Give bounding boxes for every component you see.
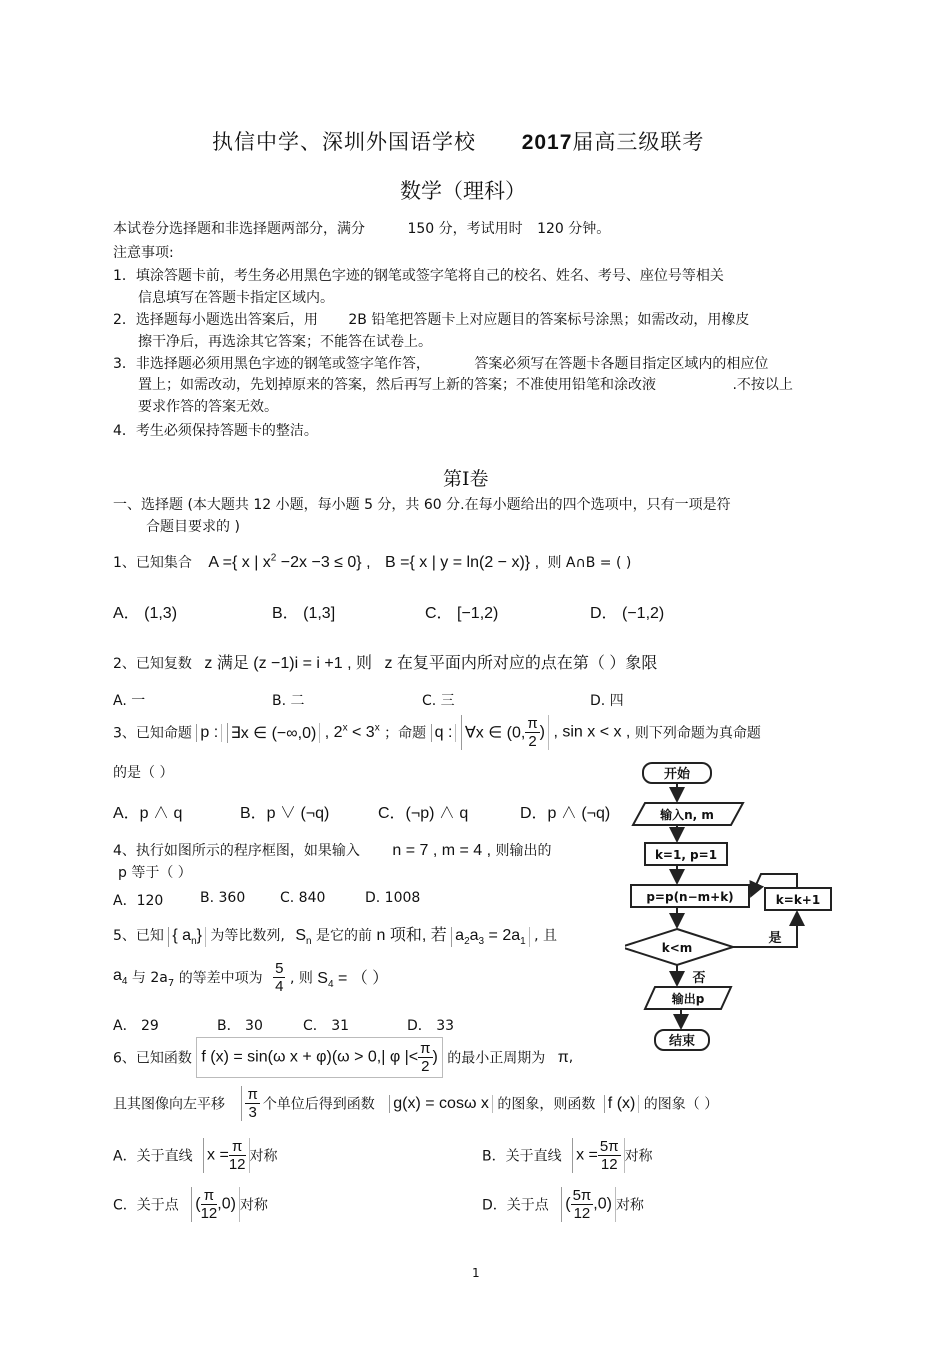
q3-q: q : [431, 724, 457, 742]
q3-sin: , sin x < x , [553, 723, 631, 741]
notice-2 [113, 309, 749, 329]
notice-3-line2 [138, 374, 793, 394]
question-6-line2 [113, 1086, 718, 1121]
flow-start-label: 开始 [663, 767, 691, 782]
q6-d-tail: 对称 [615, 1197, 644, 1214]
q1-lead: 1、已知集合 [113, 555, 192, 571]
q5-seq-sub: n [191, 936, 197, 948]
q6-a-den: 12 [228, 1156, 246, 1173]
notice-2a: 2．选择题每小题选出答案后，用 [113, 312, 318, 328]
q6-two: 2 [421, 1058, 430, 1075]
q1-ask: 则 A∩B = ( ) [547, 555, 632, 571]
q6-close: ) [432, 1048, 438, 1066]
q6-c-open: ( [195, 1195, 201, 1213]
q6-d-frac [571, 1187, 594, 1222]
q6-a-tail: 对称 [249, 1148, 278, 1165]
q5-option-a[interactable]: A． 29 [113, 1018, 159, 1034]
q5-sequence [168, 927, 206, 947]
q6-shift-pi: π [247, 1086, 258, 1103]
q4-option-d[interactable]: D. 1008 [365, 890, 421, 906]
q5-a4 [113, 967, 128, 988]
q5-a7-base: 与 2a [131, 969, 168, 986]
q2-option-d[interactable]: D. 四 [590, 693, 624, 709]
notice-2c: 擦干净后，再选涂其它答案；不能答在试卷上。 [138, 334, 432, 350]
q1-set-a [208, 554, 370, 571]
q1-set-b: B ={ x | y = ln(2 − x)} , [385, 554, 540, 571]
section-heading: 一、选择题 (本大题共 12 小题，每小题 5 分，共 60 分.在每小题给出的四个选项中，只有一项是符 [113, 497, 731, 513]
q6-b-x: x = [576, 1146, 598, 1164]
q6-shift-three: 3 [248, 1104, 257, 1121]
q5-a7-sub: 7 [167, 977, 175, 989]
notice-3 [113, 353, 768, 373]
q2-equation: z 满足 (z −1)i = i +1 , 则 [204, 655, 372, 672]
q3-lead: 3、已知命题 [113, 725, 192, 742]
q6-b-lead: B．关于直线 [482, 1148, 562, 1165]
q6-period-text: 的最小正周期为 [447, 1050, 546, 1067]
q3-ask-2: 的是（ ） [113, 765, 174, 781]
q3-q-interval: ∀x ∈ (0, [464, 724, 526, 742]
q6-period: π [557, 1048, 569, 1066]
q6-b-num: 5π [599, 1138, 619, 1155]
title-exam: 届高三级联考 [572, 130, 705, 154]
q5-a2-sub: 2 [464, 936, 470, 948]
intro-line [113, 218, 610, 238]
q1-option-c[interactable]: C． [−1,2) [425, 605, 499, 622]
q4-ask-2: p 等于（ ） [118, 865, 192, 881]
q6-function-body: f (x) = sin(ω x + φ)(ω > 0,| φ |< [201, 1048, 419, 1066]
notice-1b: 信息填写在答题卡指定区域内。 [138, 290, 334, 306]
q5-s: S [295, 927, 306, 944]
q6-c-tail: 对称 [239, 1197, 268, 1214]
q3-two: 2 [528, 733, 537, 750]
q6-fx: f (x) [604, 1095, 640, 1113]
q3-option-c[interactable]: C．(¬p) ∧ q [378, 805, 469, 822]
q5-a2: a [455, 927, 465, 944]
q5-a7 [131, 969, 175, 989]
q5-lead: 5、已知 [113, 928, 164, 944]
q4-inputs: n = 7 , m = 4 , [392, 842, 492, 859]
q6-d-num: 5π [572, 1187, 592, 1204]
question-2 [113, 650, 657, 673]
q5-den: 4 [275, 978, 284, 995]
q5-geometric: 为等比数列, [210, 928, 285, 944]
q3-option-a[interactable]: A．p ∧ q [113, 805, 183, 822]
q5-a1-sub: 1 [520, 936, 526, 948]
q5-middle: 的等差中项为 [178, 970, 263, 987]
q2-lead: 2、已知复数 [113, 656, 192, 672]
q6-d-open: ( [565, 1195, 571, 1213]
notice-2b: 2B 铅笔把答题卡上对应题目的答案标号涂黑；如需改动，用橡皮 [348, 312, 750, 328]
notice-3e: 要求作答的答案无效。 [138, 399, 278, 415]
q3-ask: 则下列命题为真命题 [634, 725, 761, 742]
q5-a4-sub: 4 [121, 976, 128, 988]
q6-c-den: 12 [200, 1205, 218, 1222]
q3-base2: , 2 [324, 724, 343, 742]
q1-option-d[interactable]: D． (−1,2) [590, 605, 665, 622]
q6-option-c[interactable] [113, 1187, 268, 1222]
notice-3c: 置上；如需改动，先划掉原来的答案，然后再写上新的答案；不准使用铅笔和涂改液 [138, 377, 656, 393]
q6-d-lead: D．关于点 [482, 1197, 549, 1214]
q5-seq-open: { a [172, 927, 192, 944]
q6-b-frac [598, 1138, 621, 1173]
q2-option-c[interactable]: C. 三 [422, 693, 455, 709]
flow-yes-label: 是 [768, 931, 782, 946]
q6-fraction [418, 1040, 432, 1075]
intro-score: 150 分，考试用时 [407, 221, 523, 237]
title-school: 执信中学、深圳外国语学校 [212, 130, 476, 154]
q6-option-a[interactable] [113, 1138, 278, 1173]
q5-seq-close: } [196, 927, 202, 944]
q5-option-d[interactable]: D． 33 [407, 1018, 455, 1034]
q3-fraction [525, 715, 539, 750]
q5-a3: a [469, 927, 479, 944]
q5-a3-sub: 3 [478, 936, 485, 948]
flowchart [625, 758, 845, 1058]
intro-time: 120 分钟。 [537, 221, 611, 237]
notice-4: 4．考生必须保持答题卡的整洁。 [113, 423, 318, 439]
q6-c-num: π [201, 1187, 218, 1205]
q3-option-d[interactable]: D．p ∧ (¬q) [520, 805, 611, 822]
q2-option-b[interactable]: B. 二 [272, 693, 305, 709]
q6-d-close: ,0) [593, 1195, 612, 1213]
q5-ask: = （ ） [333, 969, 389, 987]
flow-init-label: k=1, p=1 [654, 848, 718, 862]
q3-option-b[interactable]: B．p ∨ (¬q) [240, 805, 330, 822]
q3-q-body [461, 715, 549, 750]
q6-d-math [561, 1187, 616, 1222]
q6-c-math [191, 1187, 240, 1222]
q3-base3: < 3 [347, 724, 375, 742]
section-title: 第Ⅰ卷 [443, 468, 489, 490]
question-5 [113, 922, 557, 947]
question-1 [113, 552, 631, 572]
q4-ask: 则输出的 [495, 843, 552, 859]
exam-title [212, 126, 704, 156]
flow-calc-label: p=p(n−m+k) [646, 890, 734, 904]
q6-c-lead: C．关于点 [113, 1197, 179, 1214]
title-year: 2017 [521, 131, 573, 154]
flow-output-label: 输出p [671, 992, 705, 1006]
q6-shift: 且其图像向左平移 [113, 1096, 225, 1113]
flow-cond-label: k<m [661, 941, 693, 955]
exam-subtitle: 数学（理科） [400, 179, 526, 203]
flow-input-label: 输入n, m [660, 808, 714, 822]
section-heading-2: 合题目要求的 ) [146, 519, 240, 535]
question-3 [113, 715, 761, 750]
question-4 [113, 840, 552, 860]
intro-text: 本试卷分选择题和非选择题两部分，满分 [113, 221, 365, 237]
q6-pi: π [420, 1040, 431, 1057]
q4-option-a[interactable]: A．120 [113, 893, 164, 909]
q5-then: , 则 [289, 970, 313, 987]
flow-end-label: 结束 [668, 1034, 696, 1049]
q6-shift-text: 个单位后得到函数 [262, 1096, 375, 1113]
q3-inequality [325, 724, 380, 741]
notice-3d: .不按以上 [732, 377, 793, 393]
notice-3a: 3．非选择题必须用黑色字迹的钢笔或签字笔作答， [113, 356, 430, 372]
q3-exp2: x [374, 722, 380, 734]
q5-s4-sub: 4 [327, 979, 334, 991]
q6-then: 的图象，则函数 [497, 1096, 596, 1113]
q5-front: 是它的前 [316, 928, 373, 944]
q2-ask: z 在复平面内所对应的点在第（ ）象限 [384, 655, 658, 672]
notice-3b: 答案必须写在答题卡各题目指定区域内的相应位 [474, 356, 769, 372]
q2-option-a[interactable]: A. 一 [113, 693, 146, 709]
q5-and: , 且 [534, 928, 558, 944]
q5-option-c[interactable]: C． 31 [303, 1018, 350, 1034]
q3-pi: π [527, 715, 538, 732]
q1-exponent: 2 [270, 552, 277, 564]
q6-a-frac [229, 1138, 246, 1173]
q6-function [196, 1037, 442, 1078]
q6-option-b[interactable] [482, 1138, 653, 1173]
q5-num: 5 [275, 960, 284, 977]
q6-a-lead: A．关于直线 [113, 1148, 193, 1165]
q6-lead: 6、已知函数 [113, 1050, 192, 1067]
q3-p-body: ∃x ∈ (−∞,0) [227, 723, 321, 743]
q6-b-math [572, 1138, 625, 1173]
flow-no-label: 否 [692, 971, 706, 986]
notice-heading: 注意事项: [113, 245, 174, 261]
q6-b-tail: 对称 [624, 1148, 653, 1165]
q5-s4 [317, 969, 389, 991]
q6-shift-fraction [241, 1086, 262, 1121]
q1-option-b[interactable]: B． (1,3] [272, 605, 336, 622]
q6-option-d[interactable] [482, 1187, 644, 1222]
q6-a-math [203, 1138, 249, 1173]
q6-a-num: π [229, 1138, 246, 1156]
q3-mid: ；命题 [384, 725, 427, 742]
q5-s-sub: n [306, 936, 312, 948]
q5-sn [295, 927, 312, 948]
q5-2a1: = 2a [484, 927, 521, 944]
q1-set-a-head: A ={ x | x [208, 554, 271, 571]
q6-a-x: x = [207, 1146, 229, 1164]
q6-d-den: 12 [573, 1205, 591, 1222]
q6-ask: 的图象（ ） [643, 1096, 719, 1113]
q6-c-close: ,0) [217, 1195, 236, 1213]
q3-q-close: ) [539, 723, 545, 741]
page-number: 1 [472, 1266, 480, 1280]
q5-s4-base: S [317, 969, 328, 987]
q6-g: g(x) = cosω x [389, 1095, 493, 1113]
q5-condition [451, 927, 530, 947]
q5-a4-base: a [113, 967, 122, 985]
notice-1a: 1．填涂答题卡前，考生务必用黑色字迹的钢笔或签字笔将自己的校名、姓名、考号、座位号等相关 [113, 268, 724, 284]
question-6 [113, 1037, 573, 1078]
q6-b-den: 12 [600, 1156, 618, 1173]
q3-exp1: x [342, 722, 348, 734]
q1-set-a-tail: −2x −3 ≤ 0} , [276, 554, 371, 571]
q4-option-b[interactable]: B. 360 [200, 890, 246, 906]
q1-option-a[interactable]: A． (1,3) [113, 605, 178, 622]
q5-option-b[interactable]: B． 30 [217, 1018, 263, 1034]
q4-option-c[interactable]: C. 840 [280, 890, 326, 906]
question-5-line2 [113, 960, 388, 995]
q5-terms: n 项和, 若 [376, 927, 447, 944]
q5-fraction [273, 960, 285, 995]
q3-p: p : [196, 724, 222, 742]
q4-lead: 4、执行如图所示的程序框图，如果输入 [113, 843, 360, 859]
flow-inc-label: k=k+1 [775, 893, 821, 907]
q6-comma: , [568, 1049, 574, 1066]
q6-c-frac [201, 1187, 218, 1222]
